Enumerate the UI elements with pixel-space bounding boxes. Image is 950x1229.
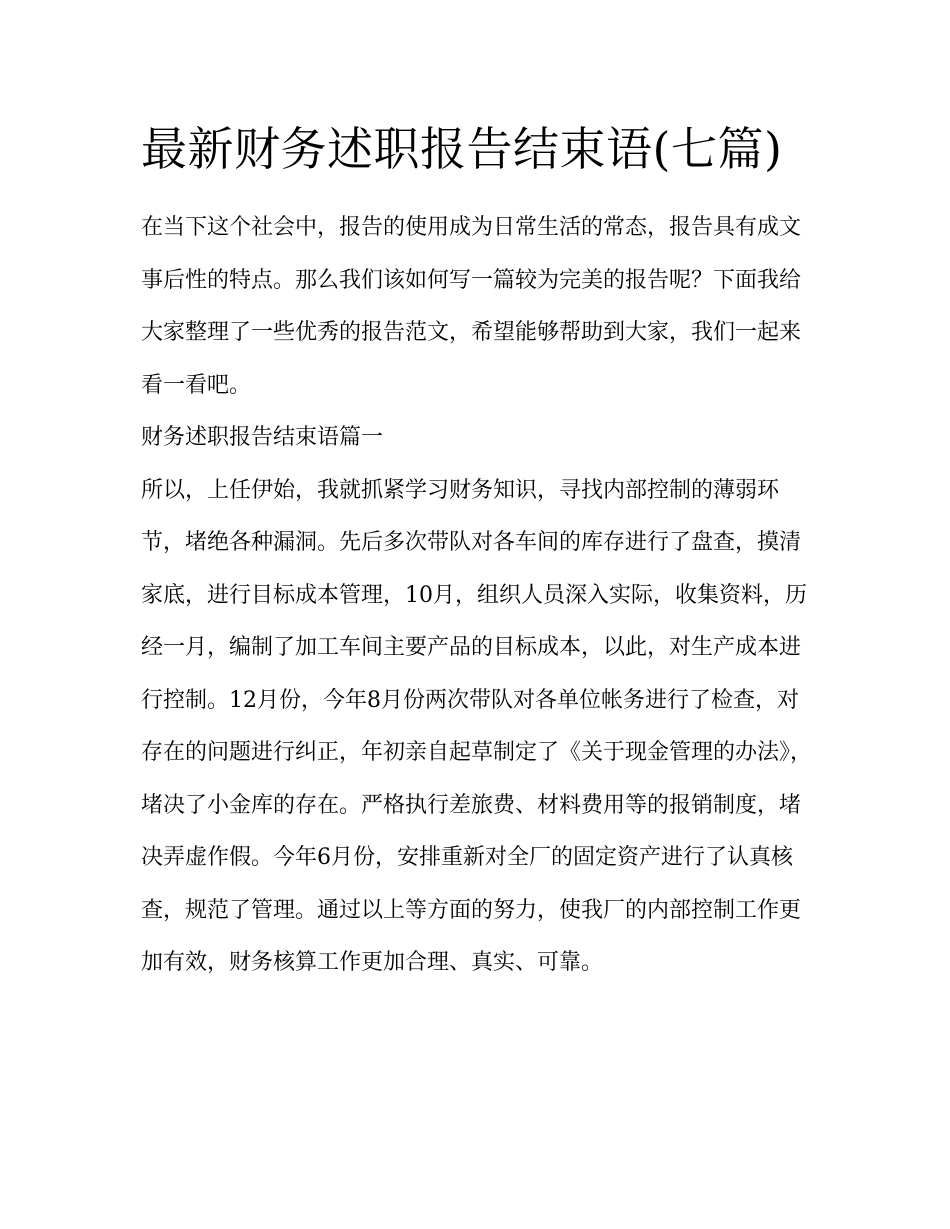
intro-paragraph: 在当下这个社会中，报告的使用成为日常生活的常态，报告具有成文事后性的特点。那么我们该如何写一篇较为完美的报告呢？下面我给大家整理了一些优秀的报告范文，希望能够帮助到大家，我们一起来看一看吧。 xyxy=(141,215,802,398)
section-body-paragraph: 所以，上任伊始，我就抓紧学习财务知识，寻找内部控制的薄弱环节，堵绝各种漏洞。先后多次带队对各车间的库存进行了盘查，摸清家底，进行目标成本管理，10月，组织人员深入实际，收集资料，历经一月，编制了加工车间主要产品的目标成本，以此，对生产成本进行控制。12月份，今年8月份两次带队对各单位帐务进行了检查，对存在的问题进行纠正，年初亲自起草制定了《关于现金管理的办法》，堵决了小金库的存在。严格执行差旅费、材料费用等的报销制度，堵决弄虚作假。今年6月份，安排重新对全厂的固定资产进行了认真核查，规范了管理。通过以上等方面的努力，使我厂的内部控制工作更加有效，财务核算工作更加合理、真实、可靠。 xyxy=(141,477,813,975)
section-heading: 财务述职报告结束语篇一 xyxy=(141,425,384,450)
document-title: 最新财务述职报告结束语(七篇) xyxy=(141,122,783,176)
document-content xyxy=(141,112,813,990)
